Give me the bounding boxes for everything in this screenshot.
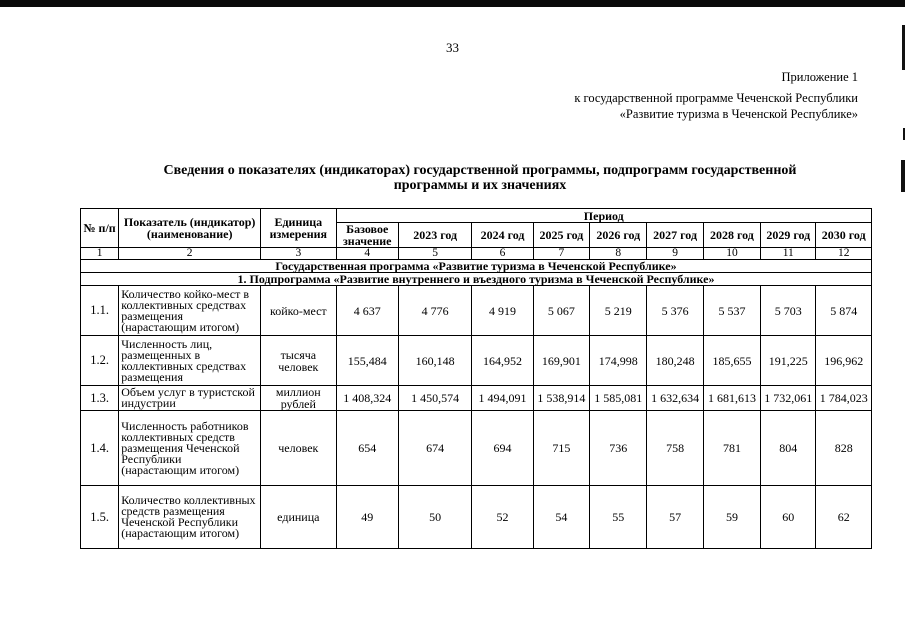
value-cell: 185,655: [703, 336, 760, 386]
value-cell: 174,998: [590, 336, 647, 386]
value-cell: 5 067: [533, 286, 589, 336]
value-cell: 654: [336, 411, 398, 486]
column-number-cell: 11: [761, 248, 816, 260]
column-number-cell: 6: [472, 248, 533, 260]
table-row: [81, 386, 872, 411]
scan-top-border: [0, 0, 905, 7]
header-year: 2027 год: [647, 223, 703, 248]
table-row: [81, 486, 872, 549]
column-number-cell: 4: [336, 248, 398, 260]
column-number-cell: 5: [398, 248, 471, 260]
indicator-name: Количество койко-мест в коллективных средствах размещения (нарастающим итогом): [119, 286, 261, 336]
indicator-name: Количество коллективных средств размещения Чеченской Республики (нарастающим итогом): [119, 486, 261, 549]
value-cell: 57: [647, 486, 703, 549]
row-number: 1.4.: [81, 411, 119, 486]
value-cell: 5 376: [647, 286, 703, 336]
value-cell: 54: [533, 486, 589, 549]
value-cell: 1 494,091: [472, 386, 533, 411]
value-cell: 4 637: [336, 286, 398, 336]
column-number-cell: 9: [647, 248, 703, 260]
table-row: [81, 411, 872, 486]
value-cell: 4 919: [472, 286, 533, 336]
indicator-name: Численность работников коллективных средств размещения Чеченской Республики (нарастающим итогом): [119, 411, 261, 486]
value-cell: 155,484: [336, 336, 398, 386]
value-cell: 191,225: [761, 336, 816, 386]
header-year: 2026 год: [590, 223, 647, 248]
value-cell: 5 537: [703, 286, 760, 336]
indicator-name: Численность лиц, размещенных в коллективных средствах размещения: [119, 336, 261, 386]
column-number-cell: 3: [261, 248, 336, 260]
program-row: [81, 260, 872, 273]
value-cell: 1 408,324: [336, 386, 398, 411]
header-year: 2024 год: [472, 223, 533, 248]
header-year: Базовое значение: [336, 223, 398, 248]
value-cell: 1 784,023: [816, 386, 872, 411]
column-number-cell: 1: [81, 248, 119, 260]
value-cell: 55: [590, 486, 647, 549]
value-cell: 160,148: [398, 336, 471, 386]
header-year: 2030 год: [816, 223, 872, 248]
value-cell: 828: [816, 411, 872, 486]
value-cell: 52: [472, 486, 533, 549]
value-cell: 1 632,634: [647, 386, 703, 411]
appendix-label: Приложение 1: [781, 70, 858, 84]
header-year: 2029 год: [761, 223, 816, 248]
title-line-1: Сведения о показателях (индикаторах) государственной программы, подпрограмм государственной: [163, 163, 797, 178]
program-title: Государственная программа «Развитие туризма в Чеченской Республике»: [81, 260, 872, 273]
value-cell: 694: [472, 411, 533, 486]
indicator-unit: миллион рублей: [261, 386, 336, 411]
value-cell: 196,962: [816, 336, 872, 386]
value-cell: 1 681,613: [703, 386, 760, 411]
value-cell: 62: [816, 486, 872, 549]
row-number: 1.2.: [81, 336, 119, 386]
indicators-table: [80, 208, 872, 549]
appendix-block: [438, 69, 858, 122]
value-cell: 758: [647, 411, 703, 486]
table-row: [81, 286, 872, 336]
document-title: [90, 163, 870, 193]
appendix-program-name: «Развитие туризма в Чеченской Республике»: [619, 107, 858, 121]
value-cell: 59: [703, 486, 760, 549]
column-number-cell: 2: [119, 248, 261, 260]
header-year: 2025 год: [533, 223, 589, 248]
subprogram-title: 1. Подпрограмма «Развитие внутреннего и въездного туризма в Чеченской Республике»: [81, 273, 872, 286]
header-num: № п/п: [81, 209, 119, 248]
scan-edge-mark: [901, 160, 905, 192]
header-period: Период: [336, 209, 871, 223]
column-number-cell: 7: [533, 248, 589, 260]
value-cell: 715: [533, 411, 589, 486]
value-cell: 50: [398, 486, 471, 549]
value-cell: 4 776: [398, 286, 471, 336]
value-cell: 1 732,061: [761, 386, 816, 411]
value-cell: 5 219: [590, 286, 647, 336]
indicator-unit: койко-мест: [261, 286, 336, 336]
appendix-program: к государственной программе Чеченской Республики: [574, 91, 858, 105]
header-unit: Единица измерения: [261, 209, 336, 248]
value-cell: 164,952: [472, 336, 533, 386]
value-cell: 169,901: [533, 336, 589, 386]
row-number: 1.3.: [81, 386, 119, 411]
page-number: 33: [446, 40, 459, 55]
value-cell: 674: [398, 411, 471, 486]
value-cell: 804: [761, 411, 816, 486]
column-number-cell: 10: [703, 248, 760, 260]
value-cell: 5 703: [761, 286, 816, 336]
column-number-cell: 8: [590, 248, 647, 260]
column-number-cell: 12: [816, 248, 872, 260]
row-number: 1.5.: [81, 486, 119, 549]
value-cell: 1 585,081: [590, 386, 647, 411]
title-line-2: программы и их значениях: [393, 178, 567, 193]
header-year: 2023 год: [398, 223, 471, 248]
table-row: [81, 336, 872, 386]
indicator-unit: тысяча человек: [261, 336, 336, 386]
value-cell: 180,248: [647, 336, 703, 386]
value-cell: 5 874: [816, 286, 872, 336]
column-number-row: [81, 248, 872, 260]
header-indicator: Показатель (индикатор) (наименование): [119, 209, 261, 248]
indicator-name: Объем услуг в туристской индустрии: [119, 386, 261, 411]
header-year: 2028 год: [703, 223, 760, 248]
indicator-unit: единица: [261, 486, 336, 549]
value-cell: 736: [590, 411, 647, 486]
value-cell: 1 450,574: [398, 386, 471, 411]
value-cell: 781: [703, 411, 760, 486]
value-cell: 1 538,914: [533, 386, 589, 411]
value-cell: 60: [761, 486, 816, 549]
row-number: 1.1.: [81, 286, 119, 336]
value-cell: 49: [336, 486, 398, 549]
subprogram-row: [81, 273, 872, 286]
indicator-unit: человек: [261, 411, 336, 486]
